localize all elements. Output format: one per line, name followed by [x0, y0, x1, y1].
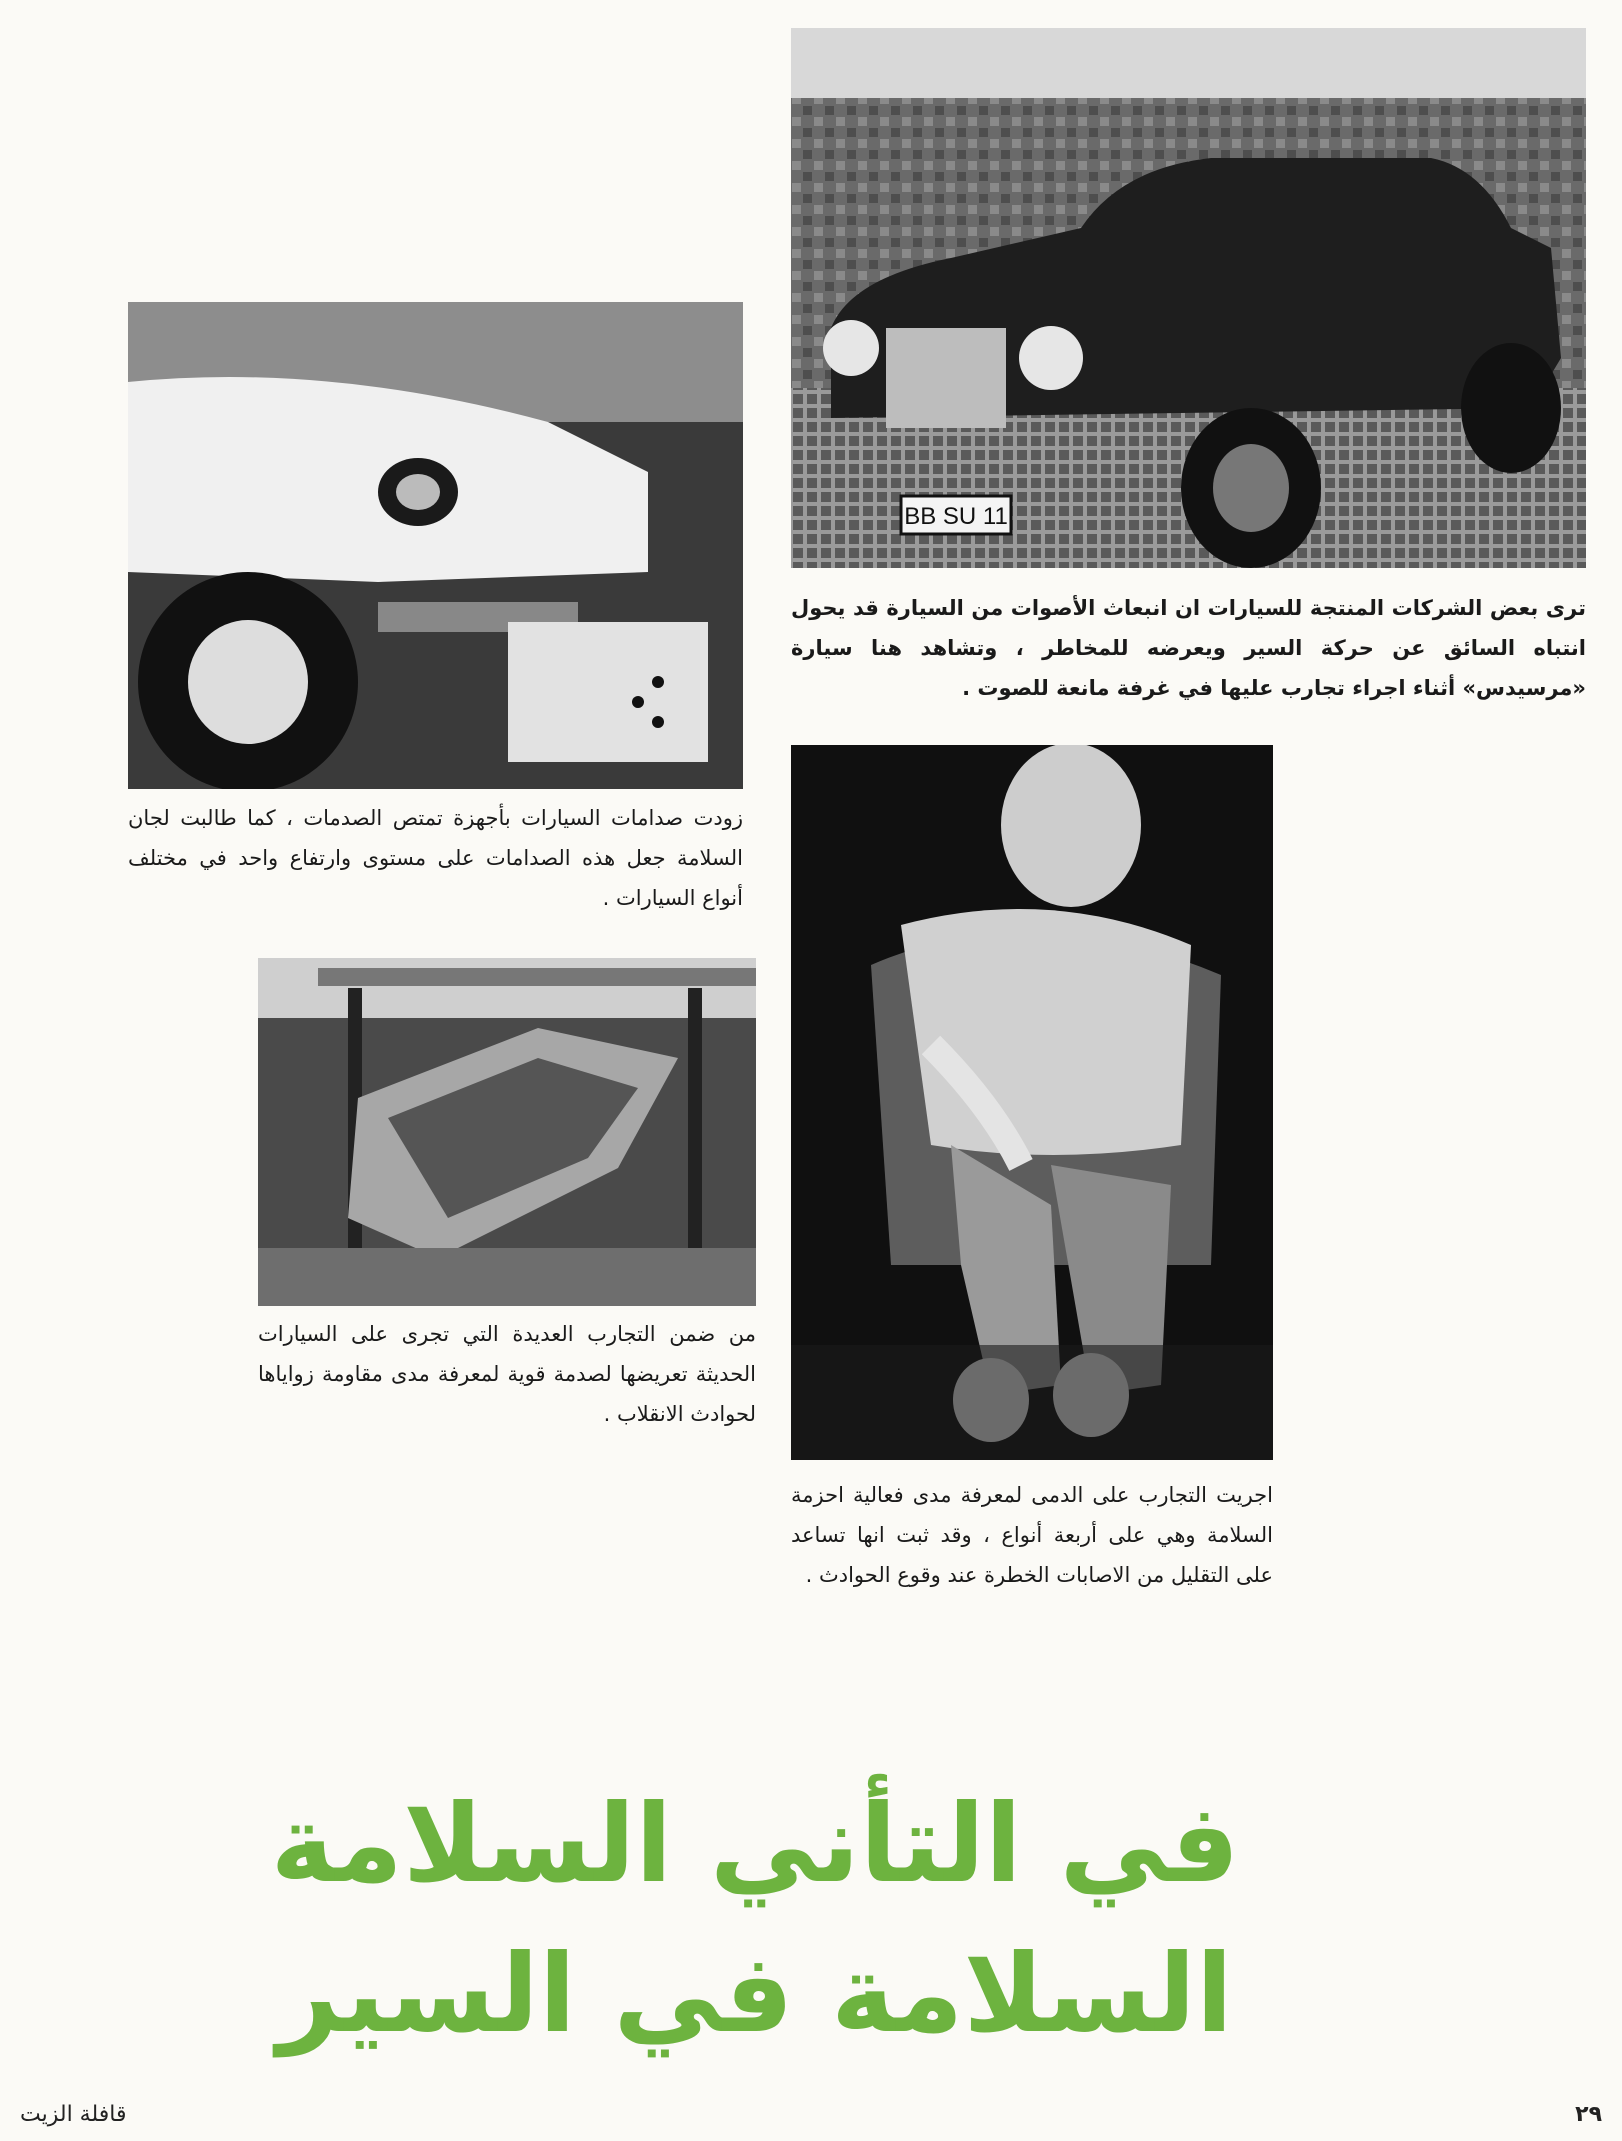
mercedes-caption: ترى بعض الشركات المنتجة للسيارات ان انبعاث الأصوات من السيارة قد يحول انتباه السائق عن حركة السير ويعرضه للمخاطر ، وتشاهد هنا سيارة «مرسيدس» أثناء اجراء تجارب عليها في غرفة مانعة للصوت .	[791, 596, 1586, 700]
magazine-name: قافلة الزيت	[20, 2102, 127, 2127]
headline-line-1-visible: في التأني السلامة	[270, 1782, 1240, 1907]
bumper-photo	[128, 302, 743, 789]
license-plate: BB SU 11	[904, 503, 1008, 530]
mercedes-photo	[791, 28, 1586, 568]
headline-line-2: السلامة في السير	[277, 1932, 1233, 2057]
dummy-photo	[791, 745, 1273, 1460]
rollover-caption: من ضمن التجارب العديدة التي تجرى على السيارات الحديثة تعريضها لصدمة قوية لمعرفة مدى مقاومة زواياها لحوادث الانقلاب .	[258, 1322, 756, 1426]
rollover-photo	[258, 958, 756, 1306]
dummy-caption: اجريت التجارب على الدمى لمعرفة مدى فعالية احزمة السلامة وهي على أربعة أنواع ، وقد ثبت انها تساعد على التقليل من الاصابات الخطرة عند وقوع الحوادث .	[791, 1483, 1273, 1587]
bumper-caption: زودت صدامات السيارات بأجهزة تمتص الصدمات ، كما طالبت لجان السلامة جعل هذه الصدامات على مستوى وارتفاع واحد في مختلف أنواع السيارات .	[128, 806, 743, 910]
page-number: ٢٩	[1575, 2102, 1602, 2127]
